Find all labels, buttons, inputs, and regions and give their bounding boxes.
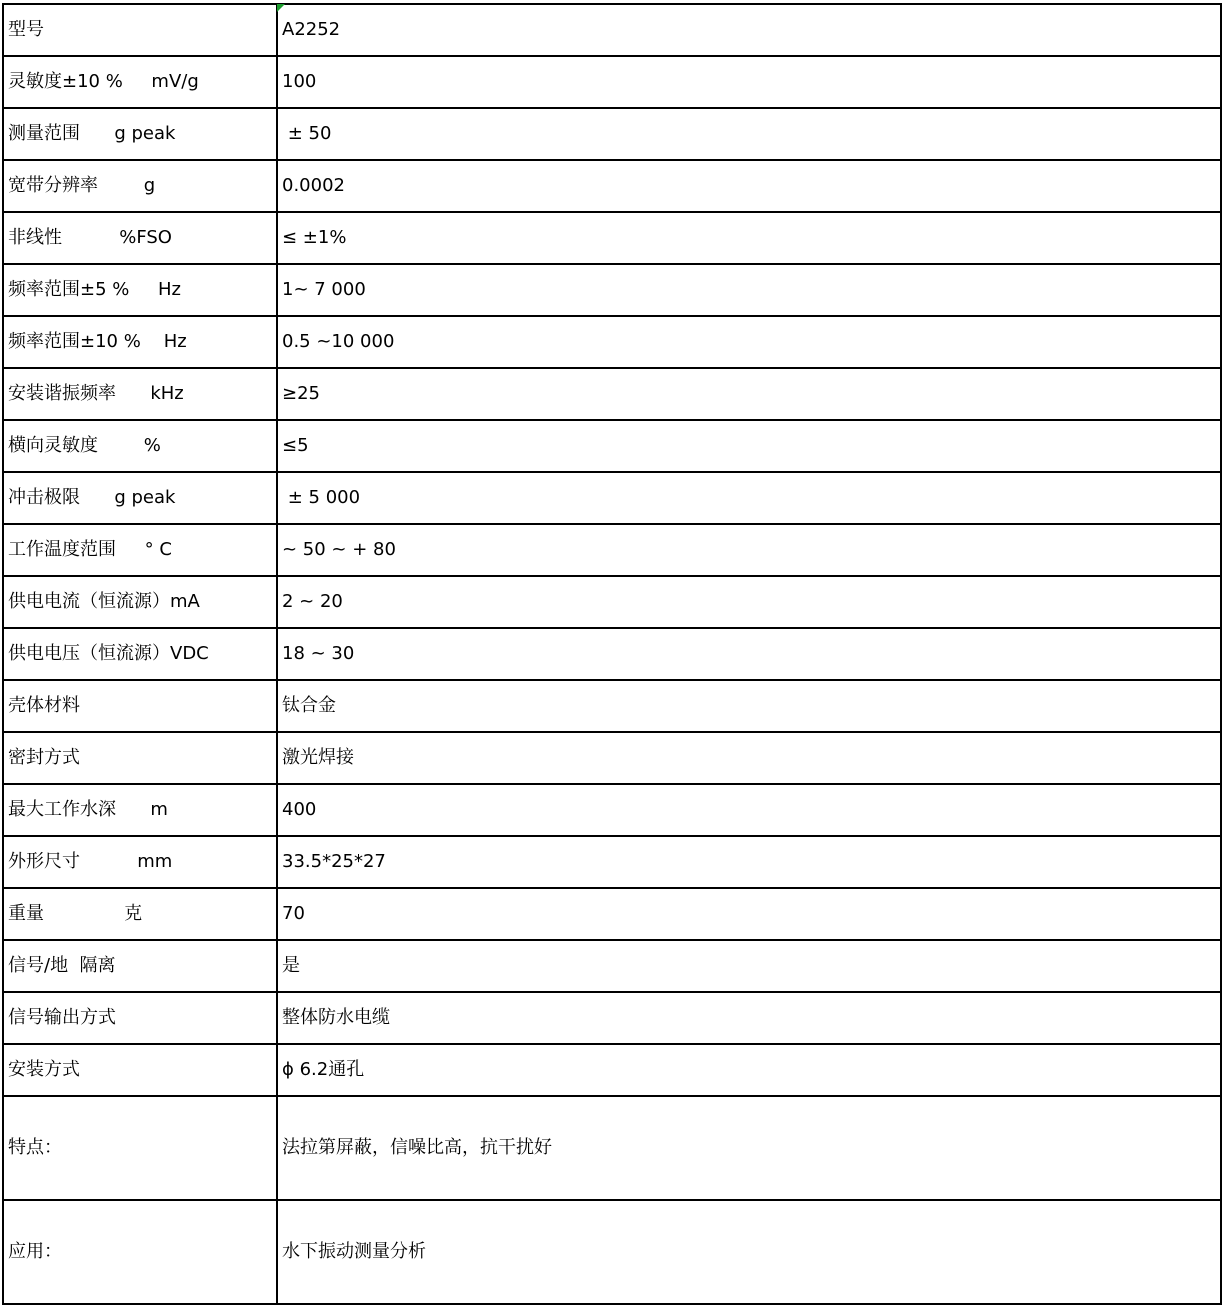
spec-label: 型号 <box>3 4 277 56</box>
spec-value: 1~ 7 000 <box>277 264 1221 316</box>
spec-row-dimensions <box>3 836 1221 888</box>
spec-label: 冲击极限 g peak <box>3 472 277 524</box>
spec-row-shock-limit <box>3 472 1221 524</box>
spec-value: 钛合金 <box>277 680 1221 732</box>
cell-comment-marker <box>277 4 285 12</box>
spec-value: ~ 50 ~ + 80 <box>277 524 1221 576</box>
spec-label: 横向灵敏度 % <box>3 420 277 472</box>
spec-label: 灵敏度±10 % mV/g <box>3 56 277 108</box>
spec-label: 外形尺寸 mm <box>3 836 277 888</box>
spec-row-sensitivity <box>3 56 1221 108</box>
spec-value: 是 <box>277 940 1221 992</box>
spec-value: 18 ~ 30 <box>277 628 1221 680</box>
spec-row-max-depth <box>3 784 1221 836</box>
spec-label: 安装谐振频率 kHz <box>3 368 277 420</box>
spec-label: 最大工作水深 m <box>3 784 277 836</box>
spec-value: 2 ~ 20 <box>277 576 1221 628</box>
spec-row-application <box>3 1200 1221 1304</box>
spec-row-mounting <box>3 1044 1221 1096</box>
spec-label: 信号输出方式 <box>3 992 277 1044</box>
spec-label: 应用： <box>3 1200 277 1304</box>
spec-label: 宽带分辨率 g <box>3 160 277 212</box>
spec-value: ≥25 <box>277 368 1221 420</box>
spec-row-features <box>3 1096 1221 1200</box>
spec-row-resolution <box>3 160 1221 212</box>
spec-label: 重量 克 <box>3 888 277 940</box>
spec-label: 测量范围 g peak <box>3 108 277 160</box>
spec-value: 100 <box>277 56 1221 108</box>
spec-label: 非线性 %FSO <box>3 212 277 264</box>
spec-label: 壳体材料 <box>3 680 277 732</box>
spec-row-model <box>3 4 1221 56</box>
spec-label: 供电电流（恒流源）mA <box>3 576 277 628</box>
spec-label: 供电电压（恒流源）VDC <box>3 628 277 680</box>
spec-row-temperature-range <box>3 524 1221 576</box>
spec-row-supply-current <box>3 576 1221 628</box>
spec-value: 整体防水电缆 <box>277 992 1221 1044</box>
spec-table-body <box>3 4 1221 1304</box>
spec-value: A2252 <box>277 4 1221 56</box>
spec-row-housing-material <box>3 680 1221 732</box>
spec-label: 频率范围±10 % Hz <box>3 316 277 368</box>
spec-label: 密封方式 <box>3 732 277 784</box>
spec-row-resonance <box>3 368 1221 420</box>
spec-value: 激光焊接 <box>277 732 1221 784</box>
spec-value: 法拉第屏蔽，信噪比高，抗干扰好 <box>277 1096 1221 1200</box>
spec-row-frequency-range-10 <box>3 316 1221 368</box>
spec-row-transverse-sensitivity <box>3 420 1221 472</box>
spec-row-weight <box>3 888 1221 940</box>
spec-row-supply-voltage <box>3 628 1221 680</box>
spec-value: 70 <box>277 888 1221 940</box>
spec-value: ≤ ±1% <box>277 212 1221 264</box>
spec-value: ± 50 <box>277 108 1221 160</box>
spec-row-signal-output <box>3 992 1221 1044</box>
spec-row-sealing <box>3 732 1221 784</box>
spec-value: ≤5 <box>277 420 1221 472</box>
spec-row-nonlinearity <box>3 212 1221 264</box>
spec-label: 频率范围±5 % Hz <box>3 264 277 316</box>
spec-table <box>2 3 1222 1305</box>
spec-row-ground-isolation <box>3 940 1221 992</box>
spec-row-measurement-range <box>3 108 1221 160</box>
spec-label: 工作温度范围 ° C <box>3 524 277 576</box>
spec-label: 信号/地 隔离 <box>3 940 277 992</box>
spec-value: 33.5*25*27 <box>277 836 1221 888</box>
spec-value: ± 5 000 <box>277 472 1221 524</box>
spec-label: 特点： <box>3 1096 277 1200</box>
spec-value: 400 <box>277 784 1221 836</box>
spec-value: 水下振动测量分析 <box>277 1200 1221 1304</box>
spec-value: 0.5 ~10 000 <box>277 316 1221 368</box>
spec-row-frequency-range-5 <box>3 264 1221 316</box>
spec-label: 安装方式 <box>3 1044 277 1096</box>
spec-value: ϕ 6.2通孔 <box>277 1044 1221 1096</box>
spec-value: 0.0002 <box>277 160 1221 212</box>
